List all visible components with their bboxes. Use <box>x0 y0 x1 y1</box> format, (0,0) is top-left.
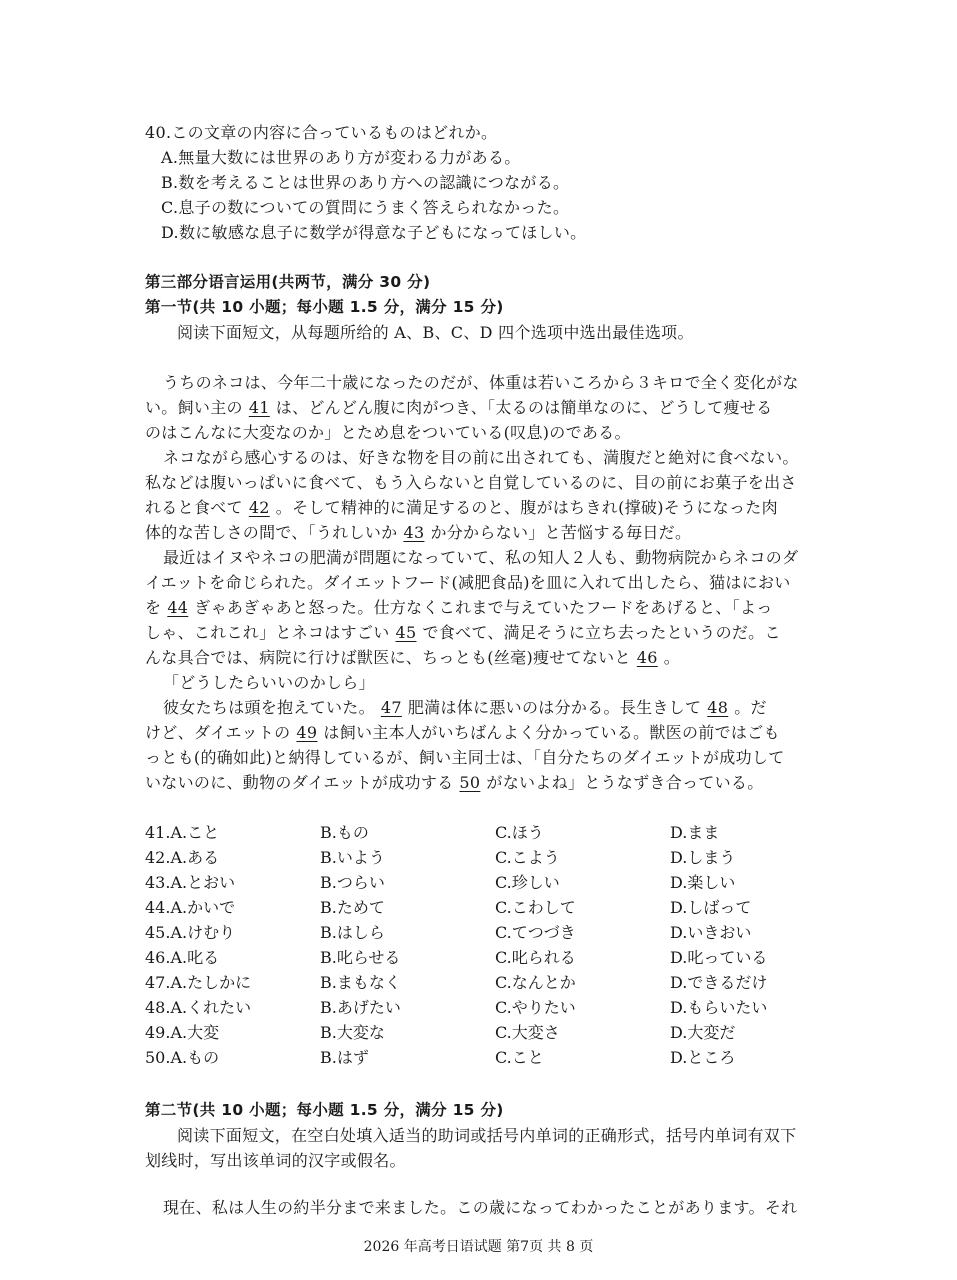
choice-option: D.しばって <box>670 898 752 917</box>
passage-line: っとも(的确如此)と納得しているが、飼い主同士は、「自分たちのダイエットが成功して <box>145 748 785 767</box>
choice-option: B.大変な <box>320 1023 385 1042</box>
choice-option: 48.A.くれたい <box>145 998 252 1017</box>
passage-line: 体的な苦しさの間で、「うれしいか 43 か分からない」と苦悩する毎日だ。 <box>145 523 692 542</box>
q40-option-d: D.数に敏感な息子に数学が得意な子どもになってほしい。 <box>161 223 587 242</box>
choice-option: B.まもなく <box>320 973 401 992</box>
blank-42: 42 <box>248 498 270 517</box>
passage-line: れると食べて 42 。そして精神的に満足するのと、腹がはちきれ(撑破)そうになった肉 <box>145 498 778 517</box>
choice-option: C.ほう <box>495 823 544 842</box>
choice-option: 42.A.ある <box>145 848 220 867</box>
choice-option: B.叱らせる <box>320 948 401 967</box>
choice-option: D.いきおい <box>670 923 752 942</box>
blank-45: 45 <box>395 623 417 642</box>
choice-option: C.やりたい <box>495 998 576 1017</box>
section1-instruction: 阅读下面短文，从每题所给的 A、B、C、D 四个选项中选出最佳选项。 <box>177 323 694 342</box>
blank-50: 50 <box>459 773 481 792</box>
blank-48: 48 <box>707 698 729 717</box>
section1-title: 第一节(共 10 小题；每小题 1.5 分，满分 15 分) <box>145 298 504 316</box>
choice-option: C.珍しい <box>495 873 560 892</box>
q40-option-b: B.数を考えることは世界のあり方への認識につながる。 <box>161 173 570 192</box>
blank-41: 41 <box>248 398 270 417</box>
choice-option: B.はしら <box>320 923 385 942</box>
choice-option: D.まま <box>670 823 720 842</box>
passage-line: 私などは腹いっぱいに食べて、もう入らないと自覚しているのに、目の前にお菓子を出さ <box>145 473 797 492</box>
choice-option: D.できるだけ <box>670 973 768 992</box>
choice-option: D.大変だ <box>670 1023 736 1042</box>
choice-option: B.ためて <box>320 898 385 917</box>
section2-instruction: 阅读下面短文，在空白处填入适当的助词或括号内单词的正确形式，括号内单词有双下 <box>177 1126 797 1145</box>
passage-line: のはこんなに大変なのか」とため息をついている(叹息)のである。 <box>145 423 631 442</box>
passage-line: 「どうしたらいいのかしら」 <box>163 673 375 692</box>
choice-option: 46.A.叱る <box>145 948 220 967</box>
blank-49: 49 <box>296 723 318 742</box>
choice-option: 41.A.こと <box>145 823 220 842</box>
choice-option: C.叱られる <box>495 948 576 967</box>
choice-option: C.大変さ <box>495 1023 560 1042</box>
choice-option: 50.A.もの <box>145 1048 220 1067</box>
blank-47: 47 <box>380 698 402 717</box>
passage-line: うちのネコは、今年二十歳になったのだが、体重は若いころから３キロで全く変化がな <box>163 373 799 392</box>
choice-option: 47.A.たしかに <box>145 973 252 992</box>
q40-stem: 40.この文章の内容に合っているものはどれか。 <box>145 123 498 142</box>
choice-option: C.こと <box>495 1048 544 1067</box>
choice-option: B.はず <box>320 1048 369 1067</box>
choice-option: B.あげたい <box>320 998 401 1017</box>
passage-line: ネコながら感心するのは、好きな物を目の前に出されても、満腹だと絶対に食べない。 <box>163 448 799 467</box>
choice-option: 43.A.とおい <box>145 873 236 892</box>
choice-option: D.しまう <box>670 848 736 867</box>
passage-line: 最近はイヌやネコの肥満が問題になっていて、私の知人２人も、動物病院からネコのダ <box>163 548 799 567</box>
choice-option: B.もの <box>320 823 369 842</box>
passage-line: いないのに、動物のダイエットが成功する 50 がないよね」とうなずき合っている。 <box>145 773 764 792</box>
choice-option: 44.A.かいで <box>145 898 236 917</box>
passage2-line: 現在、私は人生の約半分まで来ました。この歳になってわかったことがあります。それ <box>163 1198 798 1217</box>
choice-option: D.ところ <box>670 1048 736 1067</box>
q40-option-c: C.息子の数についての質問にうまく答えられなかった。 <box>161 198 570 217</box>
choice-option: D.もらいたい <box>670 998 768 1017</box>
choice-option: C.こわして <box>495 898 576 917</box>
choice-option: C.てつづき <box>495 923 576 942</box>
choice-option: B.いよう <box>320 848 385 867</box>
blank-43: 43 <box>403 523 425 542</box>
section2-title: 第二节(共 10 小题；每小题 1.5 分，满分 15 分) <box>145 1101 504 1119</box>
choice-option: D.楽しい <box>670 873 736 892</box>
part3-title: 第三部分语言运用(共两节，满分 30 分) <box>145 273 431 291</box>
choice-option: C.こよう <box>495 848 560 867</box>
choice-option: 49.A.大変 <box>145 1023 220 1042</box>
section2-instruction-cont: 划线时，写出该单词的汉字或假名。 <box>145 1151 406 1170</box>
blank-44: 44 <box>167 598 189 617</box>
page-footer: 2026 年高考日语试题 第7页 共 8 页 <box>363 1239 594 1255</box>
q40-option-a: A.無量大数には世界のあり方が変わる力がある。 <box>161 148 521 167</box>
choice-option: B.つらい <box>320 873 385 892</box>
passage-line: を 44 ぎゃあぎゃあと怒った。仕方なくこれまで与えていたフードをあげると、「よっ <box>145 598 773 617</box>
choice-option: D.叱っている <box>670 948 768 967</box>
passage-line: イエットを命じられた。ダイエットフード(减肥食品)を皿に入れて出したら、猫はにおい <box>145 573 791 592</box>
blank-46: 46 <box>636 648 658 667</box>
passage-line: けど、ダイエットの 49 は飼い主本人がいちばんよく分かっている。獣医の前ではごも <box>145 723 780 742</box>
passage-line: しゃ、これこれ」とネコはすごい 45 で食べて、満足そうに立ち去ったというのだ。こ <box>145 623 781 642</box>
passage-line: 彼女たちは頭を抱えていた。 47 肥満は体に悪いのは分かる。長生きして 48 。だ <box>163 698 767 717</box>
choice-option: 45.A.けむり <box>145 923 236 942</box>
passage-line: んな具合では、病院に行けば獣医に、ちっとも(丝毫)痩せてないと 46 。 <box>145 648 681 667</box>
passage-line: い。飼い主の 41 は、どんどん腹に肉がつき、「太るのは簡単なのに、どうして痩せる <box>145 398 773 417</box>
choice-option: C.なんとか <box>495 973 576 992</box>
